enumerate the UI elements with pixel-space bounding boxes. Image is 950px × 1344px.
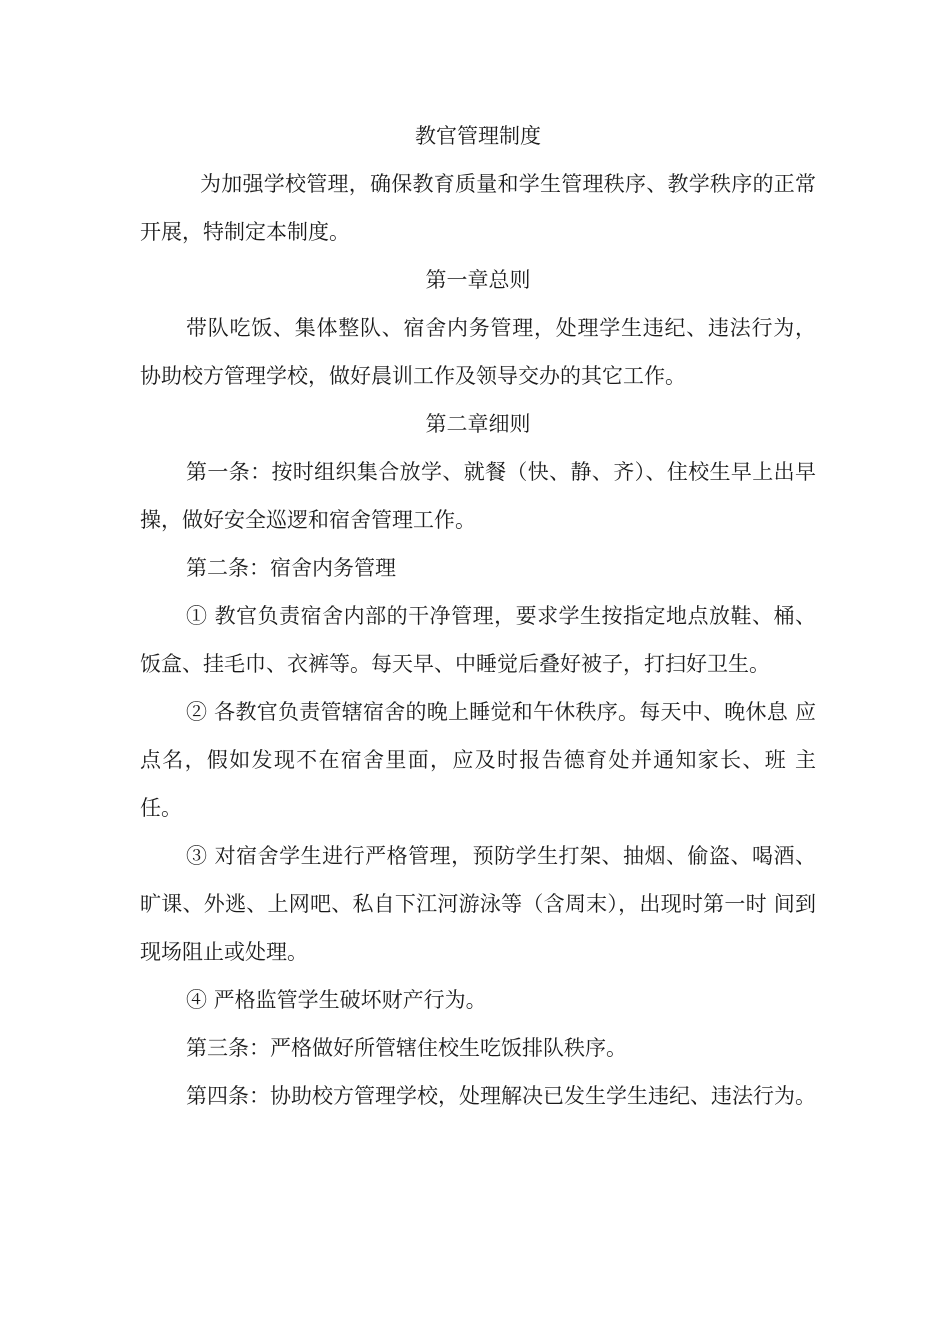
intro-paragraph: 为加强学校管理，确保教育质量和学生管理秩序、教学秩序的正常开展，特制定本制度。 (140, 172, 816, 244)
chapter1-heading: 第一章总则 (425, 268, 531, 292)
chapter2-heading: 第二章细则 (425, 412, 531, 436)
article-2-item-2: ② 各教官负责管辖宿舍的晚上睡觉和午休秩序。每天中、晚休息 应点名，假如发现不在宿舍里面，应及时报告德育处并通知家长、班 主任。 (140, 700, 816, 820)
article-4: 第四条：协助校方管理学校，处理解决已发生学生违纪、违法行为。 (186, 1084, 816, 1108)
document-title: 教官管理制度 (415, 124, 541, 148)
chapter1-body: 带队吃饭、集体整队、宿舍内务管理，处理学生违纪、违法行为， 协助校方管理学校，做好晨训工作及领导交办的其它工作。 (140, 316, 816, 388)
document-body (140, 112, 816, 1120)
article-1: 第一条：按时组织集合放学、就餐（快、静、齐）、住校生早上出早操，做好安全巡逻和宿舍管理工作。 (140, 460, 816, 532)
article-3: 第三条：严格做好所管辖住校生吃饭排队秩序。 (186, 1036, 627, 1060)
article-2-item-4: ④ 严格监管学生破坏财产行为。 (186, 988, 487, 1012)
article-2: 第二条：宿舍内务管理 (186, 556, 396, 580)
article-2-item-1: ① 教官负责宿舍内部的干净管理，要求学生按指定地点放鞋、桶、 饭盒、挂毛巾、衣裤等。每天早、中睡觉后叠好被子，打扫好卫生。 (140, 604, 816, 676)
article-2-item-3: ③ 对宿舍学生进行严格管理，预防学生打架、抽烟、偷盗、喝酒、 旷课、外逃、上网吧、私自下江河游泳等（含周末），出现时第一时 间到现场阻止或处理。 (140, 844, 816, 964)
